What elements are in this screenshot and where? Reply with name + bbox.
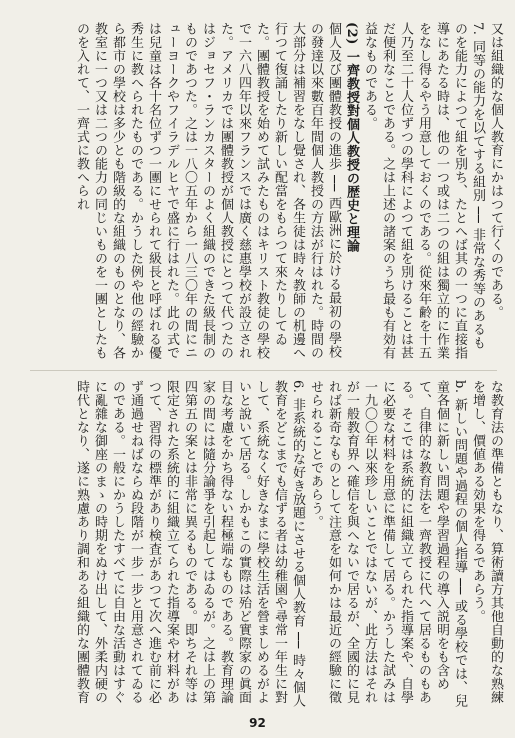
page-number: 92 <box>249 716 266 730</box>
paragraph-history: 個人及び團體教授の進歩 ── 西歐洲に於ける最初の學校の發達以來數百年間個人教授の方法が行はれた。時間の大部分は補習をなし覺され、各生徒は時々教師の机邊へ行つて復誦したり新しい配當をもらつて來たりしてゐた。團體教授を始めて試みたものはキリスト教徒の學校で一六八四年以來フランスでは廣く慈惠學校が設立された。アメリカでは團體教授が個人教授にとつて代つたのはジョセフ・ランカスターのよく組織のできた級長制のものであつた。之は一八〇五年から一八三〇年の間にニューヨークやフイラデルヒヤで盛に行はれた。此の式では兒童は各十名位ずつ一團にせられて級長と呼ばれる優秀生に教へられたものである。かうした例や他の經驗から都市の學校は多少とも階級的な組織のものとなり、各教室に一つ又は二つの能力の同じいものを一團としたものを入れて、一齊式に教へられ <box>74 22 341 360</box>
section-heading: (2) 一齊教授對個人教授の歴史と理論 <box>344 22 359 253</box>
paragraph-item-6: 6. 非系統的な好き放題にさせる個人教育 ── 時々個人教育をどこまでも信ずる者は幼稚園や尋常一年生に對して、系統なく好きなまに學校生活を營ましめるがよいと說いて居る。しかもこの實際は殆ど實際家の眞面目な考慮をかち得ない程極端なものである。教育理論家の間には隨分論爭を引起してはゐるが。之は上の第四第五の案とは非常に異るものである。即ちそれ等は限定された系統的に組織立てられた指導案や材料があつて、習得の標準があり検査があつて次へ進む前に必ず通過せねばならぬ段階が一步一步と用意されてゐるのである。一般にかうしたすべてに自由な活動はすぐに亂雜な御座のまゝの時期をぬけ出して、外柔内硬の時代となり、遂に熟慮あり調和ある組織的な團體教育 <box>74 380 305 708</box>
paragraph-item-b: b. 新しい問題や過程の個人指導 ── 或る學校では、兒童各個に新しい問題や學習過程の導入説明をも含めて、自律的な教育法を一齊教授に代へて居るものもある。そこでは系統的に組織立てられた指導案や、自學に必要な材料を用意に準備して居る。かうした試みは一九〇〇年以來珍しいことではないが、此方法はそれが一般教育界へ確信を與へないで居るが、全國的に見れば新奇なものとして注意を如何かは最近の經驗に徵せられることであらう。 <box>308 380 467 708</box>
paragraph-continuation: 又は組織的な個人教育にかはつて行くのである。 <box>488 22 503 319</box>
paragraph-item-7: 7. 同等の能力を以てする組別 ── 非常な秀等のあるものを能力によつて組を別ち、たとへば其の一つに直接指導にあたる時は、他の一つ或は二つの組は獨立的に作業をなし得るやう用意しておくのである。從來年齢を十五人乃至二十人位ずつの學科によつて組を別けることは甚だ便利なことである。之は上述の諸案のうち最も有効有益なものである。 <box>362 22 485 360</box>
lower-text-block <box>18 380 504 710</box>
column-divider <box>30 370 497 371</box>
paragraph-continuation: な教育法の準備ともなり、算術讀方其他自動的な熟練を增し、價値ある効果を得るであらう。 <box>470 380 503 704</box>
upper-text-block <box>18 22 504 362</box>
